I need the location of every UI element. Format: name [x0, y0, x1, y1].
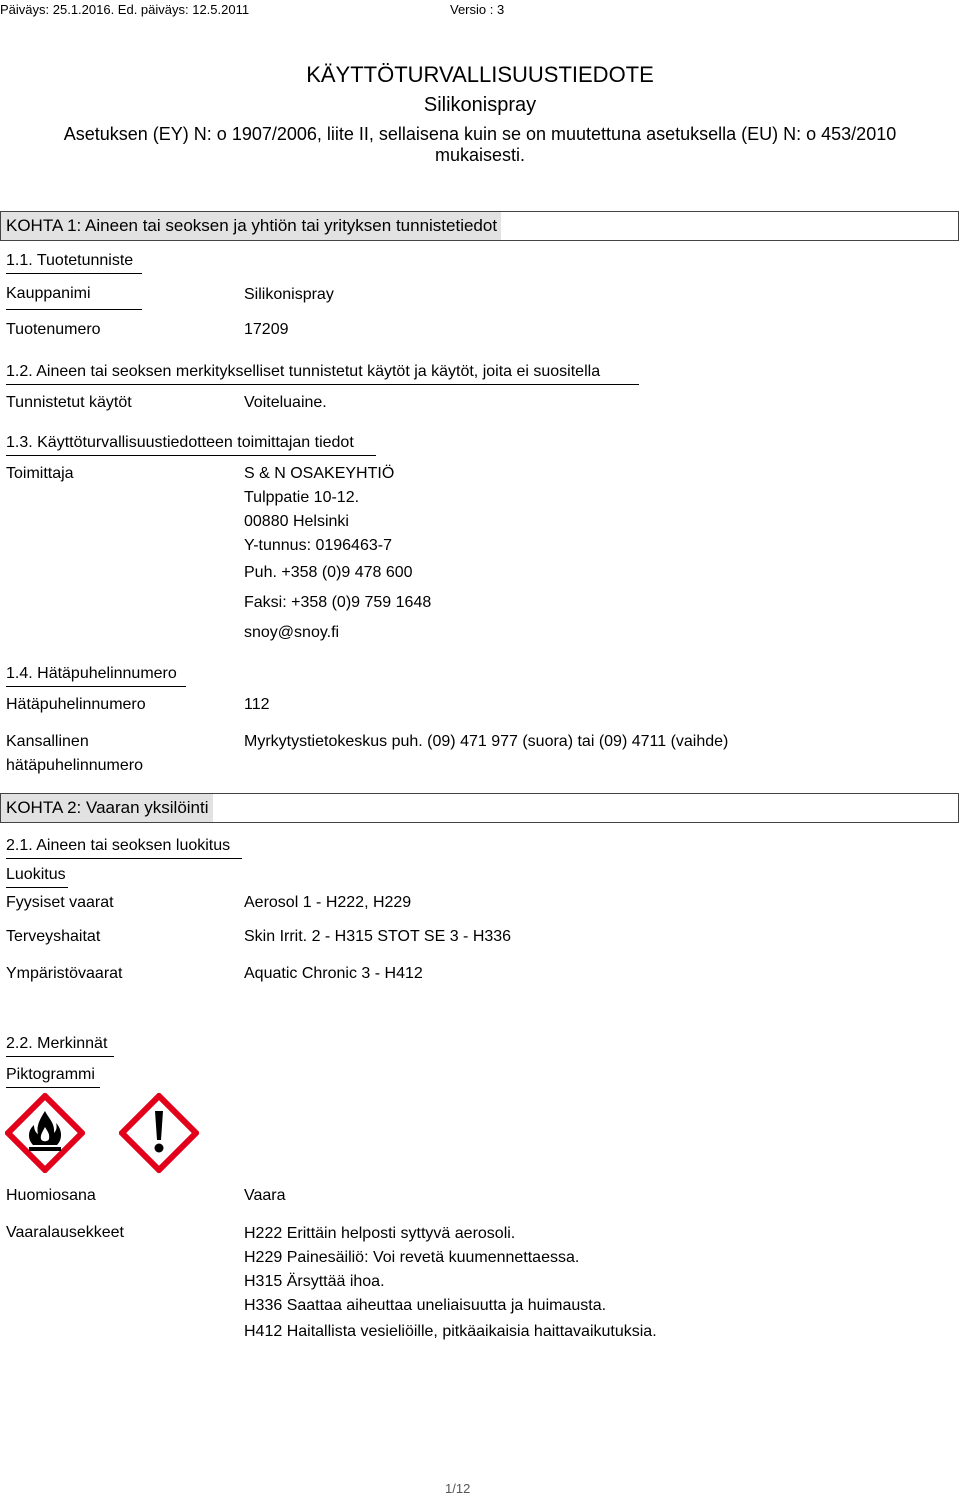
hazard-statement: H222 Erittäin helposti syttyvä aerosoli.: [244, 1225, 516, 1242]
physical-hazards-value: Aerosol 1 - H222, H229: [244, 894, 412, 911]
hazard-statement: H336 Saattaa aiheuttaa uneliaisuutta ja huimausta.: [244, 1297, 607, 1314]
hazard-statements-label: Vaaralausekkeet: [6, 1224, 124, 1241]
national-emergency-label-line-1: Kansallinen: [6, 733, 89, 750]
subsection-1-1: 1.1. Tuotetunniste: [6, 252, 142, 274]
subsection-1-4: 1.4. Hätäpuhelinnumero: [6, 665, 186, 687]
health-hazards-value: Skin Irrit. 2 - H315 STOT SE 3 - H336: [244, 928, 512, 945]
supplier-email: snoy@snoy.fi: [244, 624, 340, 641]
regulation-line-2: mukaisesti.: [434, 145, 526, 165]
hazard-statement: H315 Ärsyttää ihoa.: [244, 1273, 385, 1290]
product-title: Silikonispray: [423, 94, 537, 116]
national-emergency-value: Myrkytystietokeskus puh. (09) 471 977 (suora) tai (09) 4711 (vaihde): [244, 733, 729, 750]
supplier-label: Toimittaja: [6, 465, 74, 482]
supplier-address: [244, 462, 394, 558]
identified-uses-label: Tunnistetut käytöt: [6, 394, 132, 411]
section-1-heading: [0, 211, 959, 241]
product-number-label: Tuotenumero: [6, 321, 101, 338]
supplier-street: Tulppatie 10-12.: [244, 489, 360, 506]
supplier-fax: Faksi: +358 (0)9 759 1648: [244, 594, 432, 611]
classification-heading: Luokitus: [6, 866, 68, 888]
product-number-value: 17209: [244, 321, 289, 338]
signal-word-label: Huomiosana: [6, 1187, 96, 1204]
subsection-1-3: 1.3. Käyttöturvallisuustiedotteen toimittajan tiedot: [6, 434, 376, 456]
physical-hazards-label: Fyysiset vaarat: [6, 894, 114, 911]
emergency-number-label: Hätäpuhelinnumero: [6, 696, 146, 713]
supplier-business-id: Y-tunnus: 0196463-7: [244, 537, 392, 554]
subsection-1-2: 1.2. Aineen tai seoksen merkitykselliset tunnistetut käytöt ja käytöt, joita ei suositella: [6, 363, 639, 385]
subsection-2-1: 2.1. Aineen tai seoksen luokitus: [6, 837, 242, 859]
national-emergency-label: [6, 730, 143, 778]
section-2-heading-text: KOHTA 2: Vaaran yksilöinti: [1, 794, 213, 822]
version-label: Versio : 3: [450, 2, 505, 17]
environmental-hazards-label: Ympäristövaarat: [6, 965, 123, 982]
signal-word-value: Vaara: [244, 1187, 286, 1204]
hazard-statements-list: [244, 1222, 657, 1344]
hazard-statement: H412 Haitallista vesieliöille, pitkäaikaisia haittavaikutuksia.: [244, 1323, 657, 1340]
identified-uses-value: Voiteluaine.: [244, 394, 327, 411]
revision-dates: Päiväys: 25.1.2016. Ed. päiväys: 12.5.2011: [0, 2, 250, 17]
document-title: KÄYTTÖTURVALLISUUSTIEDOTE: [306, 62, 654, 87]
health-hazards-label: Terveyshaitat: [6, 928, 101, 945]
section-2-heading: [0, 793, 959, 823]
hazard-statement: H229 Painesäiliö: Voi revetä kuumennettaessa.: [244, 1249, 580, 1266]
supplier-city: 00880 Helsinki: [244, 513, 349, 530]
national-emergency-label-line-2: hätäpuhelinnumero: [6, 757, 143, 774]
regulation-line-1: Asetuksen (EY) N: o 1907/2006, liite II, sellaisena kuin se on muutettuna asetuksella (EU) N: o 453/2010: [63, 124, 897, 144]
pictogram-heading: Piktogrammi: [6, 1066, 100, 1088]
supplier-phone: Puh. +358 (0)9 478 600: [244, 564, 413, 581]
exclamation-icon: [119, 1093, 199, 1173]
emergency-number-value: 112: [244, 696, 270, 713]
trade-name-label: Kauppanimi: [6, 285, 142, 310]
section-1-heading-text: KOHTA 1: Aineen tai seoksen ja yhtiön tai yrityksen tunnistetiedot: [1, 212, 501, 240]
environmental-hazards-value: Aquatic Chronic 3 - H412: [244, 965, 423, 982]
flame-icon: [5, 1093, 85, 1173]
supplier-name: S & N OSAKEYHTIÖ: [244, 465, 395, 482]
trade-name-value: Silikonispray: [244, 286, 334, 303]
subsection-2-2: 2.2. Merkinnät: [6, 1035, 114, 1057]
page-number: 1/12: [445, 1481, 471, 1496]
